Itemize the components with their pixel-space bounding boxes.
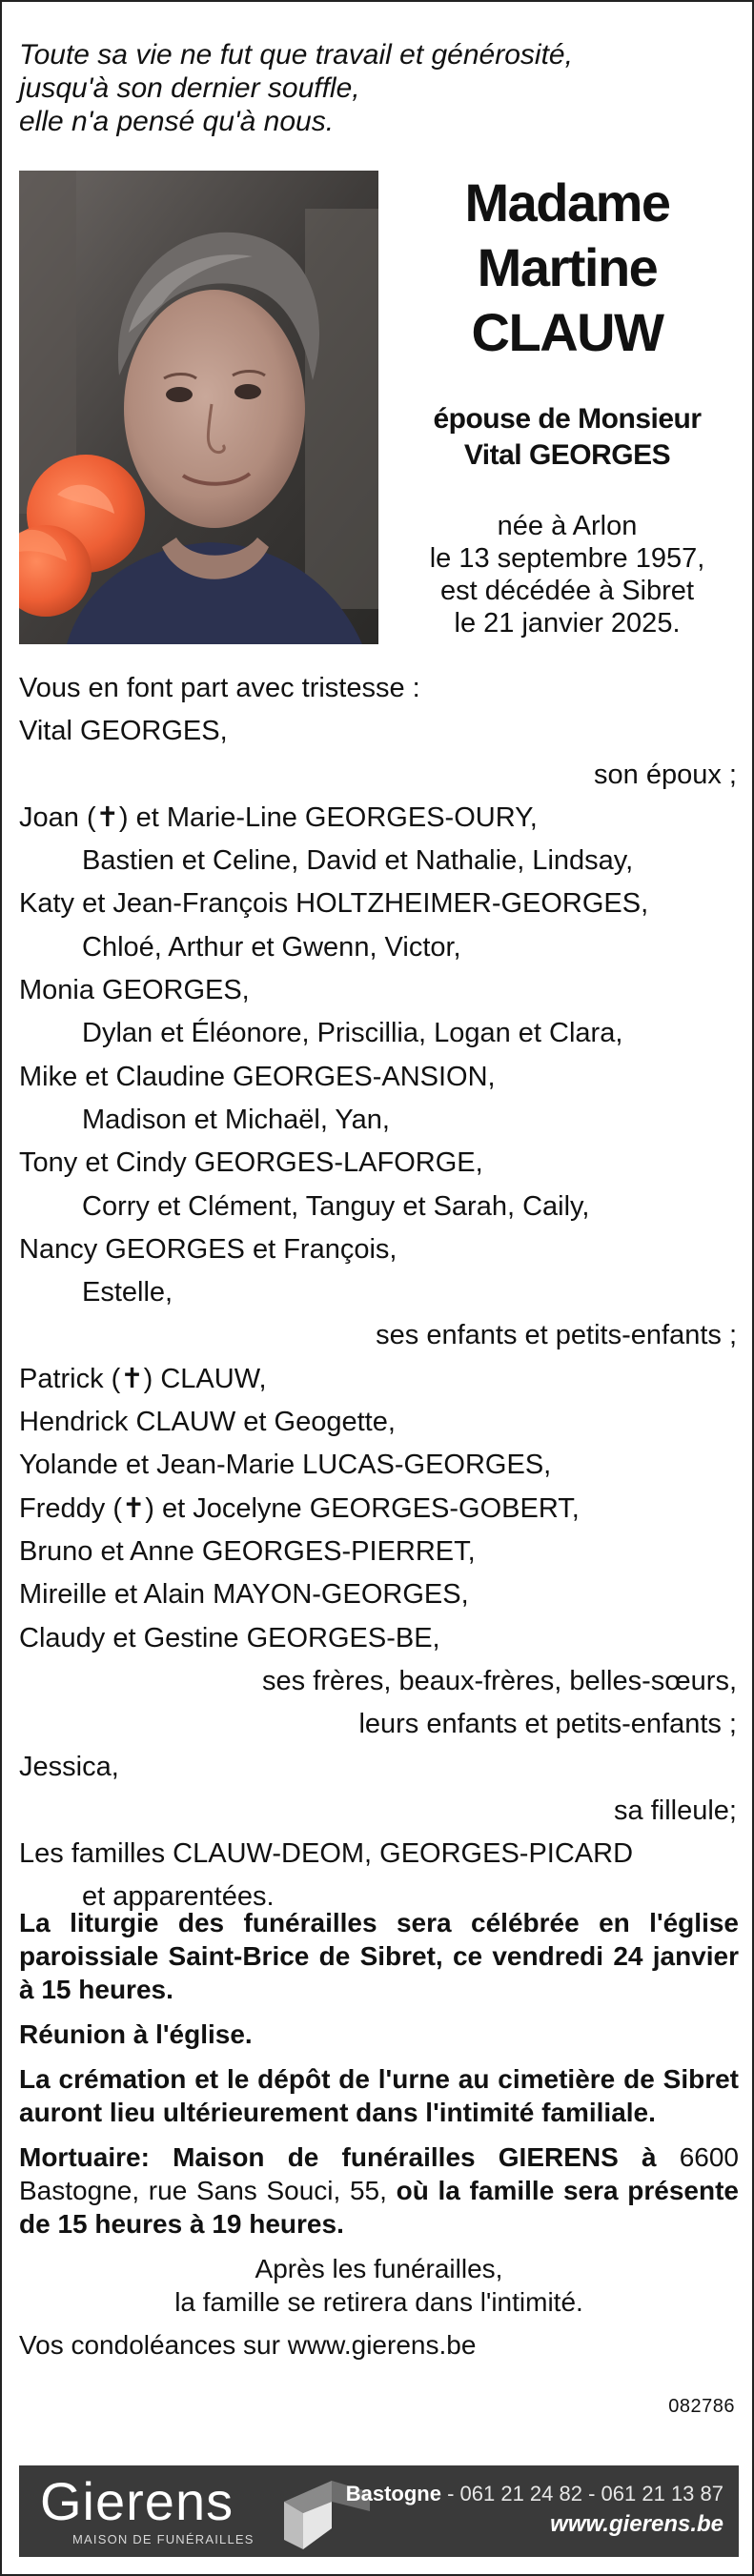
- family-relation-label: son époux ;: [594, 759, 737, 790]
- deceased-identity: [395, 171, 740, 639]
- family-relation-label: ses enfants et petits-enfants ;: [376, 1320, 737, 1351]
- family-list: [19, 667, 739, 1919]
- family-member-line: Patrick (✝) CLAUW,: [19, 1363, 267, 1394]
- family-member-line: Dylan et Éléonore, Priscillia, Logan et Clara,: [82, 1018, 623, 1049]
- family-member-line: Joan (✝) et Marie-Line GEORGES-OURY,: [19, 801, 538, 833]
- family-member-line: Bastien et Celine, David et Nathalie, Lindsay,: [82, 845, 634, 877]
- contact-city: Bastogne: [345, 2482, 441, 2505]
- family-member-line: Tony et Cindy GEORGES-LAFORGE,: [19, 1147, 483, 1179]
- family-relation-label: ses frères, beaux-frères, belles-sœurs,: [262, 1665, 737, 1696]
- reunion-notice: Réunion à l'église.: [19, 2019, 253, 2049]
- after-line: la famille se retirera dans l'intimité.: [174, 2287, 583, 2317]
- after-line: Après les funérailles,: [255, 2254, 503, 2283]
- cremation-notice: La crémation et le dépôt de l'urne au cimetière de Sibret auront lieu ultérieurement dans l'intimité familiale.: [19, 2064, 739, 2127]
- reference-number: 082786: [668, 2396, 735, 2417]
- liturgy-notice: La liturgie des funérailles sera célébrée en l'église paroissiale Saint-Brice de Sibret, ce vendredi 24 janvier à 15 heures.: [19, 1908, 739, 2004]
- birth-line: le 13 septembre 1957,: [429, 543, 705, 574]
- family-member-line: Les familles CLAUW-DEOM, GEORGES-PICARD: [19, 1838, 634, 1870]
- mortuary-label: Mortuaire: Maison de funérailles GIERENS à: [19, 2142, 657, 2172]
- birth-death-info: [395, 510, 740, 639]
- birth-line: née à Arlon: [497, 511, 638, 541]
- contact-website[interactable]: www.gierens.be: [550, 2511, 723, 2537]
- quote-line: jusqu'à son dernier souffle,: [19, 72, 360, 105]
- funeral-home-logo: Gierens: [40, 2471, 234, 2531]
- family-member-line: Monia GEORGES,: [19, 975, 250, 1006]
- family-member-line: Mireille et Alain MAYON-GEORGES,: [19, 1579, 469, 1611]
- funeral-notices: [19, 1906, 739, 2362]
- contact-phones: - 061 21 24 82 - 061 21 13 87: [440, 2482, 723, 2505]
- family-member-line: Katy et Jean-François HOLTZHEIMER-GEORGES,: [19, 888, 649, 920]
- family-member-line: Claudy et Gestine GEORGES-BE,: [19, 1622, 440, 1653]
- quote-line: Toute sa vie ne fut que travail et générosité,: [19, 39, 573, 71]
- mortuary-hours: où la famille sera présente de 15 heures à 19 heures.: [19, 2176, 739, 2239]
- portrait-photo: [19, 171, 378, 644]
- after-funeral-notice: [19, 2252, 739, 2319]
- birth-line: le 21 janvier 2025.: [454, 608, 681, 639]
- spouse-info: [395, 401, 740, 474]
- family-member-line: et apparentées.: [82, 1881, 275, 1913]
- deceased-title: Madame: [464, 172, 670, 233]
- family-member-line: Hendrick CLAUW et Geogette,: [19, 1407, 396, 1438]
- spouse-line: épouse de Monsieur: [433, 403, 702, 435]
- family-member-line: Yolande et Jean-Marie LUCAS-GEORGES,: [19, 1450, 552, 1481]
- family-member-line: Nancy GEORGES et François,: [19, 1233, 397, 1265]
- family-intro: Vous en font part avec tristesse :: [19, 673, 420, 703]
- birth-line: est décédée à Sibret: [439, 576, 694, 606]
- family-member-line: Freddy (✝) et Jocelyne GEORGES-GOBERT,: [19, 1492, 580, 1524]
- family-member-line: Corry et Clément, Tanguy et Sarah, Caily,: [82, 1190, 590, 1222]
- family-relation-label: sa filleule;: [614, 1795, 737, 1826]
- funeral-home-banner: [19, 2465, 739, 2557]
- family-member-line: Mike et Claudine GEORGES-ANSION,: [19, 1061, 496, 1092]
- funeral-home-tagline: MAISON DE FUNÉRAILLES: [72, 2532, 255, 2546]
- family-member-line: Chloé, Arthur et Gwenn, Victor,: [82, 931, 461, 963]
- deceased-last-name: CLAUW: [471, 302, 663, 362]
- funeral-home-contact: [346, 2479, 723, 2540]
- family-relation-label: leurs enfants et petits-enfants ;: [358, 1709, 737, 1740]
- epitaph-quote: [19, 38, 724, 138]
- family-member-line: Estelle,: [82, 1277, 173, 1308]
- family-member-line: Bruno et Anne GEORGES-PIERRET,: [19, 1535, 476, 1567]
- portrait-illustration: [19, 171, 378, 644]
- deceased-first-name: Martine: [477, 237, 658, 297]
- family-member-line: Madison et Michaël, Yan,: [82, 1104, 390, 1135]
- family-member-line: Jessica,: [19, 1752, 119, 1783]
- mortuary-notice: [19, 2140, 739, 2241]
- condolences-link[interactable]: Vos condoléances sur www.gierens.be: [19, 2330, 477, 2360]
- spouse-line: Vital GEORGES: [463, 439, 671, 471]
- quote-line: elle n'a pensé qu'à nous.: [19, 106, 335, 138]
- mortuary-address: 6600 Bastogne, rue Sans Souci, 55,: [19, 2142, 739, 2205]
- family-member-line: Vital GEORGES,: [19, 716, 228, 747]
